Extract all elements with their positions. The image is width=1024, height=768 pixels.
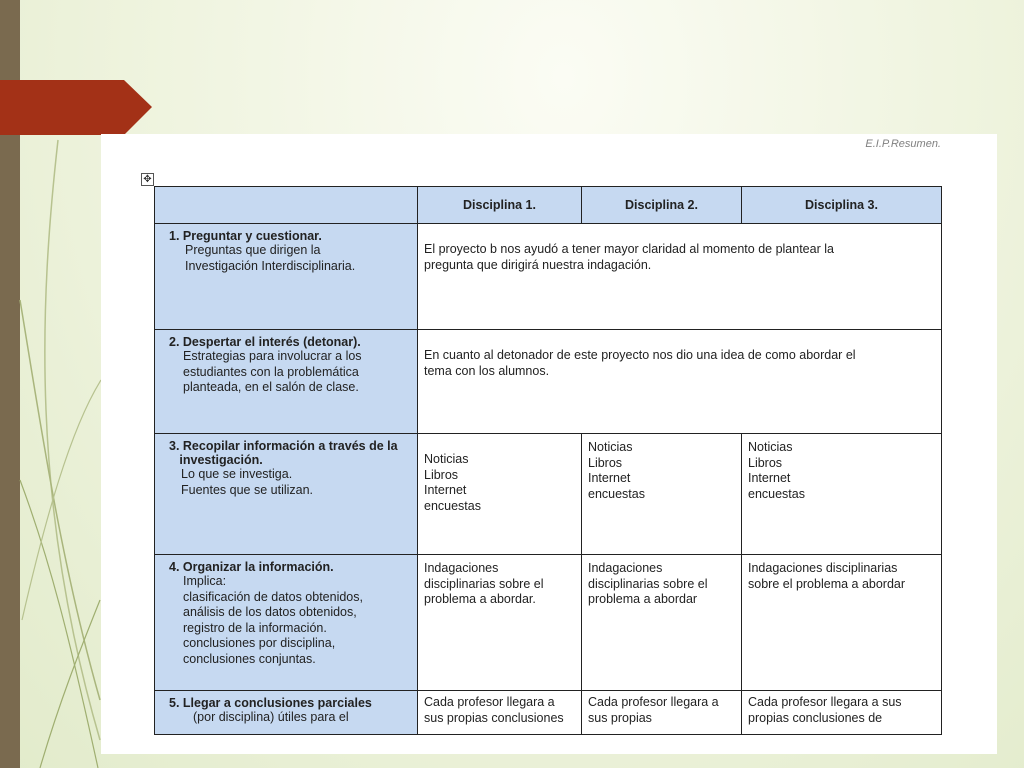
stage-detail: Implica: clasificación de datos obtenidos, análisis de los datos obtenidos, registro de la información. conclusiones por disciplina, conclusiones conjuntas. — [183, 574, 363, 666]
header-cell-disciplina-3: Disciplina 3. — [742, 187, 942, 224]
stage-cell — [155, 555, 418, 691]
stage-cell — [155, 691, 418, 735]
table-cell: Noticias Libros Internet encuestas — [582, 434, 742, 555]
table-row — [155, 691, 942, 735]
table-row — [155, 434, 942, 555]
table-row — [155, 330, 942, 434]
stage-title: 5. Llegar a conclusiones parciales — [169, 696, 372, 710]
table-cell: Cada profesor llegara a sus propias — [582, 691, 742, 735]
table-cell: Cada profesor llegara a sus propias conclusiones — [418, 691, 582, 735]
table-row — [155, 555, 942, 691]
stage-cell — [155, 330, 418, 434]
header-cell-empty — [155, 187, 418, 224]
table-cell: Noticias Libros Internet encuestas — [742, 434, 942, 555]
stage-detail: (por disciplina) útiles para el — [193, 710, 349, 724]
stage-detail: Lo que se investiga. Fuentes que se utilizan. — [181, 467, 314, 497]
stage-title: 4. Organizar la información. — [169, 560, 334, 574]
stage-cell — [155, 224, 418, 330]
merged-cell: En cuanto al detonador de este proyecto nos dio una idea de como abordar el tema con los alumnos. — [418, 330, 942, 434]
stage-title: 1. Preguntar y cuestionar. — [169, 229, 322, 243]
table-header-row — [155, 187, 942, 224]
stage-cell — [155, 434, 418, 555]
header-note: E.I.P.Resumen. — [865, 138, 941, 150]
stage-title: 2. Despertar el interés (detonar). — [169, 335, 361, 349]
table-cell: Noticias Libros Internet encuestas — [418, 434, 582, 555]
table-cell: Indagaciones disciplinarias sobre el problema a abordar. — [418, 555, 582, 691]
table-row — [155, 224, 942, 330]
eip-table — [154, 186, 942, 735]
stage-detail: Estrategias para involucrar a los estudiantes con la problemática planteada, en el salón de clase. — [183, 349, 362, 394]
accent-arrow-tab — [0, 80, 152, 135]
table-cell: Cada profesor llegara a sus propias conclusiones de — [742, 691, 942, 735]
table-cell: Indagaciones disciplinarias sobre el problema a abordar — [742, 555, 942, 691]
stage-detail: Preguntas que dirigen la Investigación Interdisciplinaria. — [185, 243, 356, 273]
header-cell-disciplina-2: Disciplina 2. — [582, 187, 742, 224]
merged-cell: El proyecto b nos ayudó a tener mayor claridad al momento de plantear la pregunta que dirigirá nuestra indagación. — [418, 224, 942, 330]
document-image — [101, 134, 997, 754]
stage-title: 3. Recopilar información a través de la investigación. — [169, 439, 398, 467]
header-cell-disciplina-1: Disciplina 1. — [418, 187, 582, 224]
table-cell: Indagaciones disciplinarias sobre el problema a abordar — [582, 555, 742, 691]
move-handle-icon[interactable]: ✥ — [141, 173, 154, 186]
